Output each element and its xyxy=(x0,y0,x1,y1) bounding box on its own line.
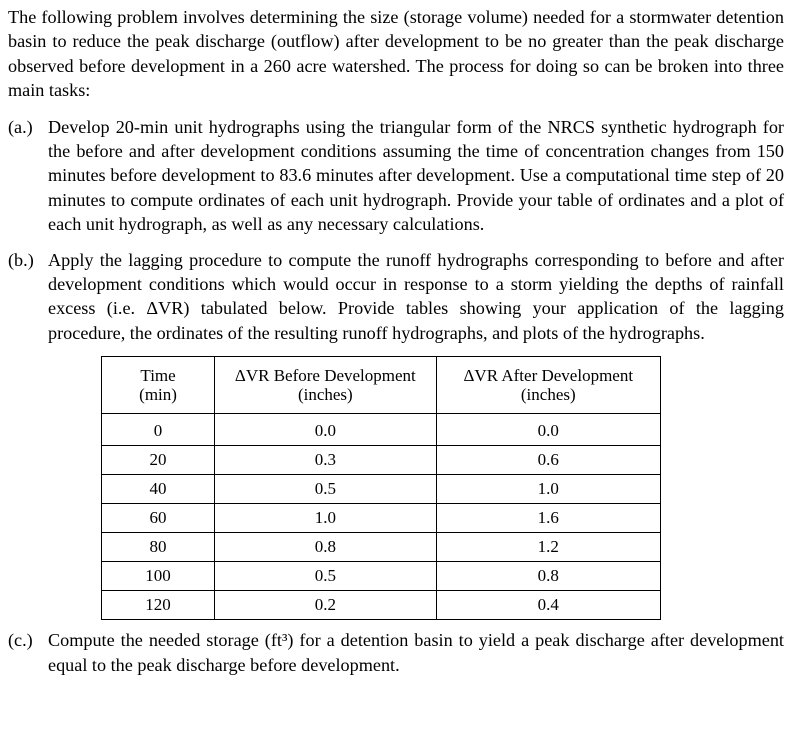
table-header-row xyxy=(102,357,661,414)
cell-before: 0.0 xyxy=(215,414,436,446)
header-after xyxy=(436,357,660,414)
cell-after: 0.8 xyxy=(436,562,660,591)
table-row xyxy=(102,533,661,562)
cell-after: 1.6 xyxy=(436,504,660,533)
task-a xyxy=(8,115,784,237)
cell-before: 0.8 xyxy=(215,533,436,562)
document-page xyxy=(8,5,784,688)
cell-after: 0.0 xyxy=(436,414,660,446)
cell-after: 1.2 xyxy=(436,533,660,562)
cell-time: 120 xyxy=(102,591,215,620)
table-row xyxy=(102,475,661,504)
cell-after: 1.0 xyxy=(436,475,660,504)
cell-before: 0.3 xyxy=(215,446,436,475)
task-b-label: (b.) xyxy=(8,249,34,270)
cell-before: 0.5 xyxy=(215,475,436,504)
cell-time: 60 xyxy=(102,504,215,533)
task-c xyxy=(8,628,784,677)
cell-time: 80 xyxy=(102,533,215,562)
task-b xyxy=(8,248,784,346)
cell-after: 0.6 xyxy=(436,446,660,475)
table-row xyxy=(102,591,661,620)
cell-time: 0 xyxy=(102,414,215,446)
header-time-line1: Time xyxy=(140,366,176,386)
intro-paragraph: The following problem involves determining the size (storage volume) needed for a stormwater detention basin to reduce the peak discharge (outflow) after development to be no greater than the peak discharge observed before development in a 260 acre watershed. The process for doing so can be broken into three main tasks: xyxy=(8,7,784,101)
table-row xyxy=(102,414,661,446)
cell-before: 0.2 xyxy=(215,591,436,620)
task-a-label: (a.) xyxy=(8,116,33,137)
task-c-text: Compute the needed storage (ft³) for a detention basin to yield a peak discharge after development equal to the peak discharge before development. xyxy=(48,630,784,675)
header-before xyxy=(215,357,436,414)
header-before-line1: ΔVR Before Development xyxy=(234,366,416,386)
task-c-label: (c.) xyxy=(8,630,33,651)
header-before-line2: (inches) xyxy=(297,385,353,405)
table-row xyxy=(102,562,661,591)
cell-time: 40 xyxy=(102,475,215,504)
cell-before: 1.0 xyxy=(215,504,436,533)
header-after-line2: (inches) xyxy=(520,385,576,405)
task-b-content xyxy=(48,248,784,346)
table-row xyxy=(102,504,661,533)
task-a-text: Develop 20-min unit hydrographs using the triangular form of the NRCS synthetic hydrograph for the before and after development conditions assuming the time of concentration changes from 150 minutes before development to 83.6 minutes after development. Use a computational time step of 20 minutes to compute ordinates of each unit hydrograph. Provide your table of ordinates and a plot of each unit hydrograph, as well as any necessary calculations. xyxy=(48,116,784,235)
header-after-line1: ΔVR After Development xyxy=(463,366,634,386)
header-time-line2: (min) xyxy=(139,385,177,405)
cell-before: 0.5 xyxy=(215,562,436,591)
table-body xyxy=(102,414,661,620)
cell-time: 20 xyxy=(102,446,215,475)
header-time xyxy=(102,357,215,414)
cell-time: 100 xyxy=(102,562,215,591)
rainfall-excess-table xyxy=(101,356,661,620)
cell-after: 0.4 xyxy=(436,591,660,620)
table-row xyxy=(102,446,661,475)
task-b-text: Apply the lagging procedure to compute the runoff hydrographs corresponding to before and after development conditions which would occur in response to a storm yielding the depths of rainfall excess (i.e. ΔVR) tabulated below. Provide tables showing your application of the lagging procedure, the ordinates of the resulting runoff hydrographs, and plots of the hydrographs. xyxy=(48,249,784,343)
